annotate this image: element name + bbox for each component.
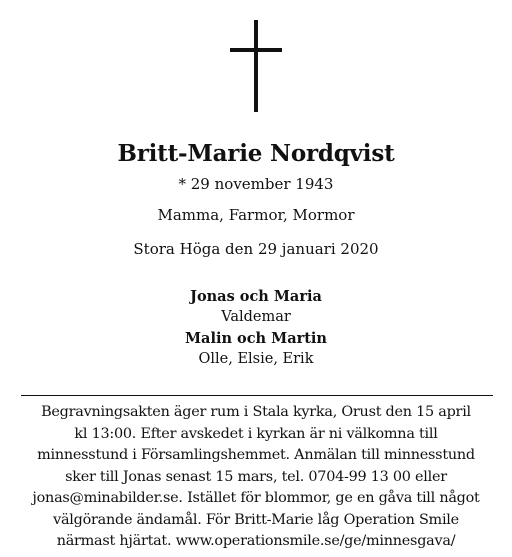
- deceased-name: Britt-Marie Nordqvist: [117, 140, 395, 167]
- notice-line: Begravningsakten äger rum i Stala kyrka, Orust den 15 april: [41, 404, 471, 420]
- family-line-1: Jonas och Maria: [190, 288, 322, 305]
- notice-line: sker till Jonas senast 15 mars, tel. 0704-99 13 00 eller: [65, 468, 447, 485]
- birth-date: * 29 november 1943: [178, 175, 334, 193]
- family-line-2: Valdemar: [221, 309, 291, 325]
- family-roles: Mamma, Farmor, Mormor: [157, 206, 355, 224]
- cross-vertical-bar: [254, 20, 258, 112]
- notice-line: kl 13:00. Efter avskedet i kyrkan är ni välkomna till: [74, 425, 438, 442]
- notice-line: närmast hjärtat. www.operationsmile.se/ge/minnesgava/: [56, 533, 456, 549]
- family-list: [0, 286, 512, 370]
- family-line-4: Olle, Elsie, Erik: [198, 351, 314, 367]
- family-line-3: Malin och Martin: [185, 330, 327, 347]
- notice-line: jonas@minabilder.se. Istället för blommor, ge en gåva till något: [32, 490, 480, 506]
- cross-icon: [230, 20, 282, 112]
- cross-horizontal-bar: [230, 48, 282, 52]
- notice-line: välgörande ändamål. För Britt-Marie låg Operation Smile: [53, 511, 459, 528]
- place-and-date-of-death: Stora Höga den 29 januari 2020: [133, 240, 379, 258]
- funeral-notice: [0, 402, 512, 553]
- notice-line: minnesstund i Församlingshemmet. Anmälan till minnesstund: [37, 447, 475, 463]
- section-divider: [21, 395, 493, 396]
